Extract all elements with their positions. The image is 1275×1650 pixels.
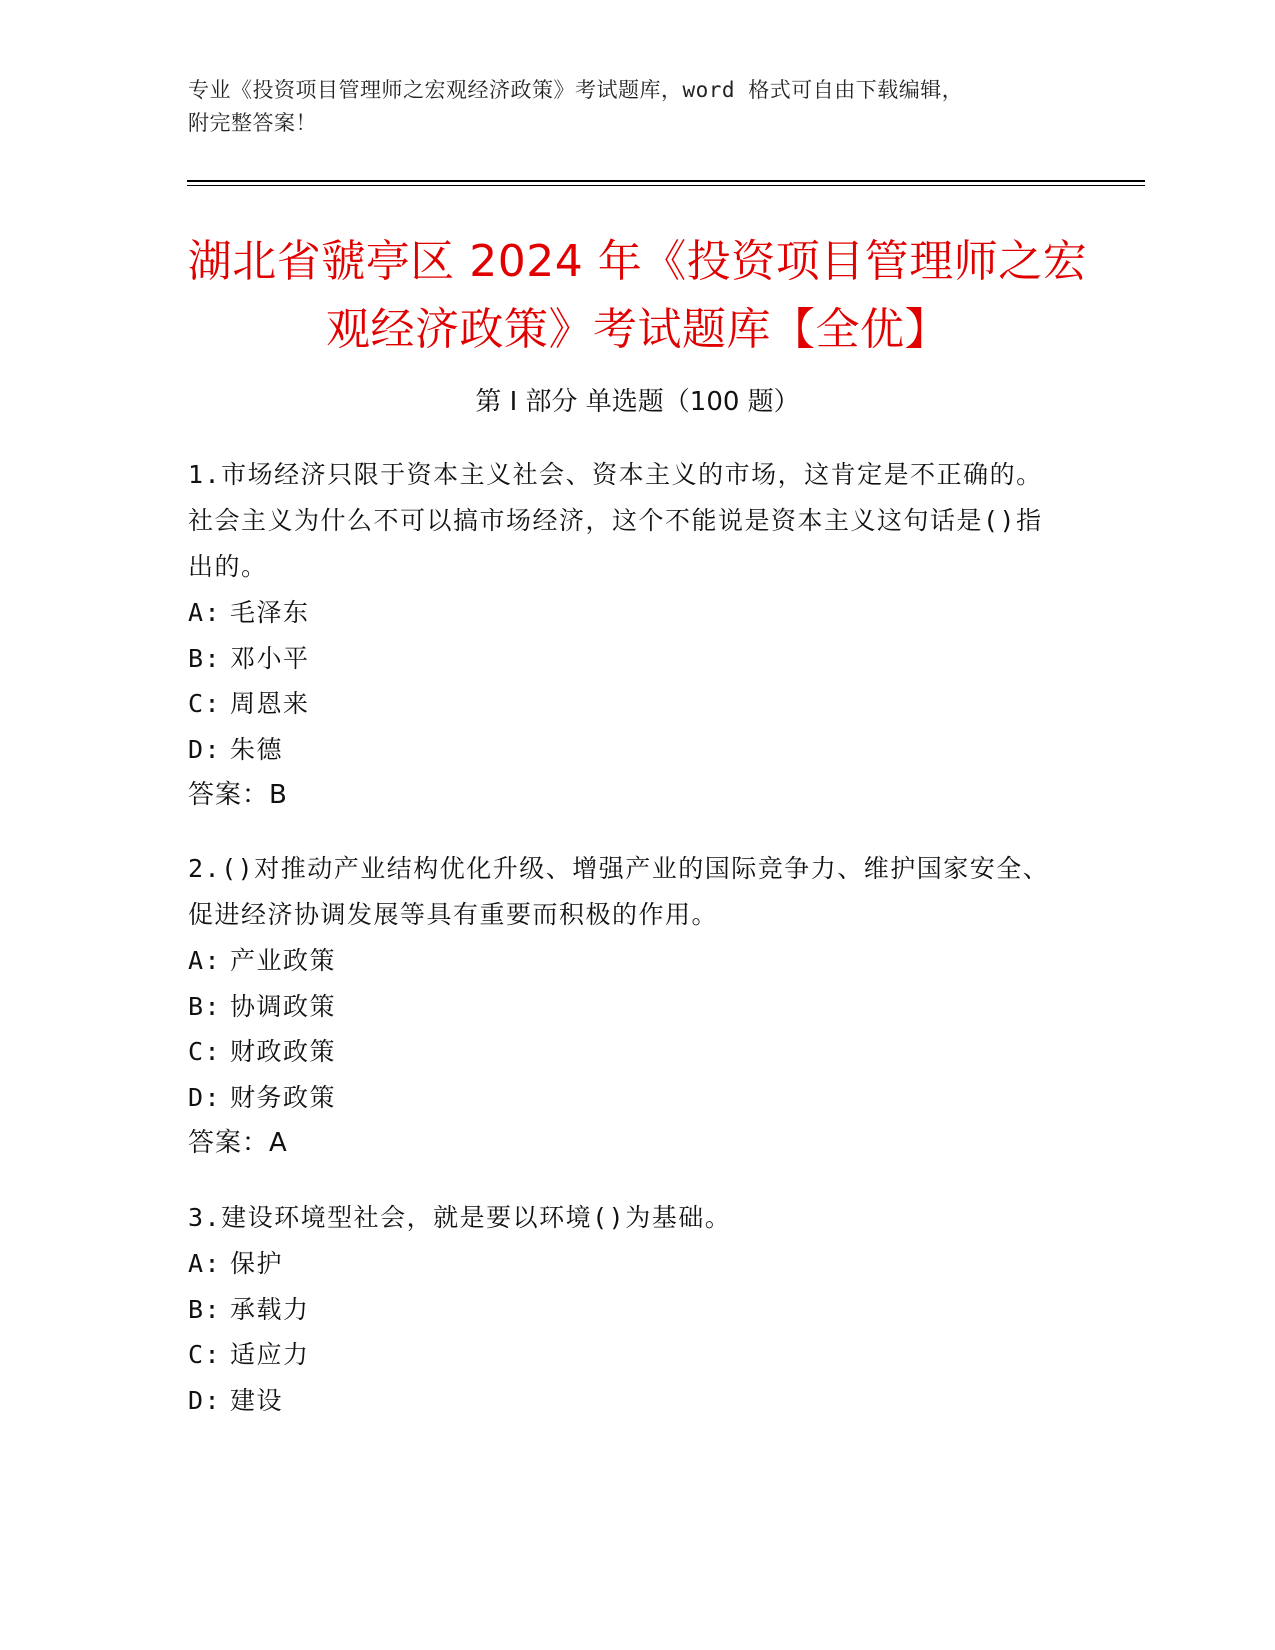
question-3 xyxy=(188,1195,1068,1423)
section-heading: 第 I 部分 单选题（100 题） xyxy=(475,387,800,417)
option-d xyxy=(188,1075,1068,1121)
document-title xyxy=(150,228,1125,364)
option-text: 周恩来 xyxy=(230,689,310,718)
header-note xyxy=(188,74,1088,140)
header-divider-thin xyxy=(187,185,1145,186)
header-divider-thick xyxy=(187,180,1145,182)
answer-line: 答案：B xyxy=(188,780,288,810)
option-text: 适应力 xyxy=(230,1340,310,1369)
option-b xyxy=(188,1287,1068,1333)
answer-line: 答案：A xyxy=(188,1128,288,1158)
option-text: 建设 xyxy=(230,1385,284,1415)
option-a xyxy=(188,938,1068,984)
option-text: 产业政策 xyxy=(230,946,337,975)
option-text: 财政政策 xyxy=(230,1037,337,1066)
option-a xyxy=(188,590,1068,636)
question-1 xyxy=(188,452,1068,818)
option-key: B: xyxy=(188,643,222,673)
option-text: 保护 xyxy=(230,1249,284,1278)
option-text: 邓小平 xyxy=(230,643,310,673)
question-2 xyxy=(188,846,1068,1166)
option-d xyxy=(188,1378,1068,1424)
document-title-line: 湖北省虢亭区 2024 年《投资项目管理师之宏 xyxy=(187,236,1088,287)
option-text: 朱德 xyxy=(230,734,284,764)
option-b xyxy=(188,984,1068,1030)
option-text: 承载力 xyxy=(230,1294,310,1324)
option-c xyxy=(188,1332,1068,1378)
option-key: C: xyxy=(188,1340,222,1369)
option-key: B: xyxy=(188,1294,222,1324)
option-key: A: xyxy=(188,1249,222,1278)
option-b xyxy=(188,636,1068,682)
option-text: 财务政策 xyxy=(230,1082,337,1112)
option-key: C: xyxy=(188,689,222,718)
header-note-line: 专业《投资项目管理师之宏观经济政策》考试题库，word 格式可自由下载编辑， xyxy=(188,78,964,102)
option-key: A: xyxy=(188,946,222,975)
option-key: C: xyxy=(188,1037,222,1066)
option-c xyxy=(188,681,1068,727)
header-note-line: 附完整答案！ xyxy=(188,111,317,135)
option-key: D: xyxy=(188,1385,222,1415)
document-title-line: 观经济政策》考试题库【全优】 xyxy=(326,304,949,355)
option-c xyxy=(188,1029,1068,1075)
option-d xyxy=(188,727,1068,773)
option-text: 协调政策 xyxy=(230,991,337,1021)
question-stem: 1.市场经济只限于资本主义社会、资本主义的市场，这肯定是不正确的。社会主义为什么不可以搞市场经济，这个不能说是资本主义这句话是()指出的。 xyxy=(188,460,1043,581)
option-key: B: xyxy=(188,991,222,1021)
question-stem: 3.建设环境型社会，就是要以环境()为基础。 xyxy=(188,1203,732,1232)
question-stem: 2.()对推动产业结构优化升级、增强产业的国际竞争力、维护国家安全、促进经济协调发展等具有重要而积极的作用。 xyxy=(188,854,1050,929)
option-key: D: xyxy=(188,1082,222,1112)
option-text: 毛泽东 xyxy=(230,598,310,627)
option-key: D: xyxy=(188,734,222,764)
option-a xyxy=(188,1241,1068,1287)
option-key: A: xyxy=(188,598,222,627)
